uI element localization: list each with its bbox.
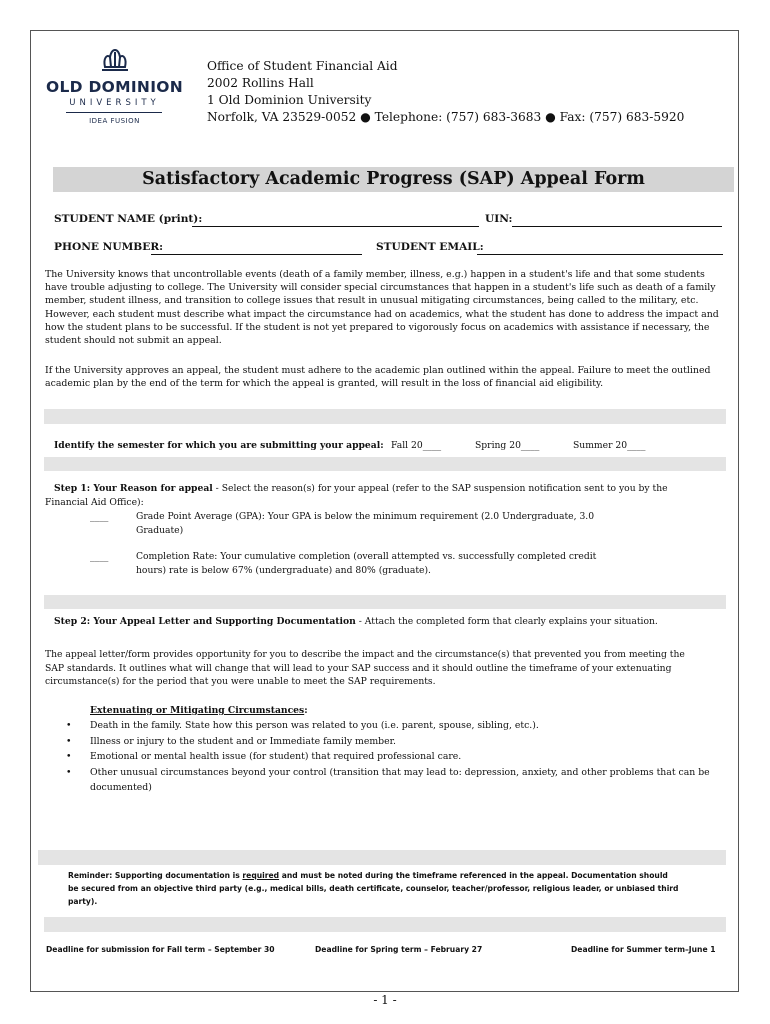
university-logo bbox=[42, 48, 187, 128]
step1-desc: - Select the reason(s) for your appeal (refer to the SAP suspension notification sent to you by the bbox=[212, 483, 668, 494]
list-item-text: Illness or injury to the student and or Immediate family member. bbox=[90, 735, 396, 747]
step2-desc: - Attach the completed form that clearly explains your situation. bbox=[355, 616, 658, 627]
intro-line: The University knows that uncontrollable events (death of a family member, illness, e.g.) happen in a student's life and that some students bbox=[45, 269, 705, 280]
step1-title: Step 1: Your Reason for appeal bbox=[54, 483, 213, 494]
completion-option-line: Completion Rate: Your cumulative completion (overall attempted vs. successfully completed credit bbox=[136, 551, 597, 562]
office-line: Office of Student Financial Aid bbox=[207, 59, 398, 73]
list-item-line: documented) bbox=[90, 782, 152, 793]
deadline-spring: Deadline for Spring term – February 27 bbox=[315, 945, 483, 954]
reminder-line: party). bbox=[68, 897, 98, 906]
semester-summer[interactable]: Summer 20____ bbox=[573, 440, 646, 451]
deadline-fall: Deadline for submission for Fall term – September 30 bbox=[46, 945, 275, 954]
circumstances-title: Extenuating or Mitigating Circumstances bbox=[90, 705, 305, 716]
letter-paragraph bbox=[45, 648, 735, 689]
uin-label: UIN: bbox=[485, 213, 513, 225]
section-divider bbox=[44, 595, 726, 609]
semester-row bbox=[54, 439, 384, 453]
office-line: Norfolk, VA 23529-0052 ● Telephone: (757) 683-3683 ● Fax: (757) 683-5920 bbox=[207, 110, 685, 124]
semester-fall[interactable]: Fall 20____ bbox=[391, 440, 442, 451]
bullet-icon: • bbox=[66, 720, 72, 731]
semester-spring[interactable]: Spring 20____ bbox=[475, 440, 540, 451]
list-item-text bbox=[90, 765, 710, 796]
intro-line: However, each student must describe what impact the circumstance had on academics, what the student has done to address the impact and bbox=[45, 308, 719, 320]
logo-rule bbox=[66, 112, 162, 113]
gpa-option bbox=[136, 510, 594, 537]
list-item bbox=[66, 765, 726, 796]
completion-checkbox-blank[interactable]: ____ bbox=[90, 551, 109, 562]
crown-icon bbox=[98, 48, 132, 74]
bullet-icon: • bbox=[66, 735, 72, 747]
step2-heading bbox=[54, 615, 658, 629]
list-item bbox=[66, 734, 726, 750]
office-address bbox=[207, 58, 684, 126]
gpa-option-line: Grade Point Average (GPA): Your GPA is below the minimum requirement (2.0 Undergraduate, 3.0 bbox=[136, 511, 595, 522]
reminder-required: required bbox=[242, 871, 280, 880]
reminder-line: be secured from an objective third party (e.g., medical bills, death certificate, counselor, teacher/professor, religious leader, or unbiased third bbox=[68, 884, 679, 893]
approval-paragraph bbox=[45, 364, 735, 390]
phone-field[interactable] bbox=[151, 254, 362, 255]
circumstances-heading bbox=[90, 704, 308, 718]
list-item bbox=[66, 749, 726, 765]
student-name-field[interactable] bbox=[192, 226, 479, 227]
gpa-option-line: Graduate) bbox=[136, 524, 184, 536]
intro-paragraph bbox=[45, 268, 735, 347]
intro-line: student should not submit an appeal. bbox=[45, 335, 222, 347]
completion-option-line: hours) rate is below 67% (undergraduate) and 80% (graduate). bbox=[136, 564, 431, 576]
gpa-checkbox-blank[interactable]: ____ bbox=[90, 511, 109, 522]
list-item-text: Death in the family. State how this person was related to you (i.e. parent, spouse, sibling, etc.). bbox=[90, 720, 539, 731]
letter-line: circumstance(s) for the period that you were unable to meet the SAP requirements. bbox=[45, 676, 436, 687]
circumstances-list bbox=[66, 718, 726, 796]
office-line: 1 Old Dominion University bbox=[207, 93, 372, 107]
student-name-label: STUDENT NAME (print): bbox=[54, 213, 203, 225]
email-field[interactable] bbox=[477, 254, 723, 255]
step1-desc2: Financial Aid Office): bbox=[45, 497, 144, 508]
intro-line: have trouble adjusting to college. The University will consider special circumstances that happen in a student's life such as death of a family bbox=[45, 282, 716, 294]
intro-line: how the student plans to be successful. If the student is not yet prepared to vigorously focus on academics with assistance if necessary, the bbox=[45, 321, 710, 333]
reminder-line bbox=[68, 869, 678, 882]
list-item-line: Other unusual circumstances beyond your control (transition that may lead to: depression, anxiety, and other problems that can be bbox=[90, 766, 710, 778]
list-item-text: Emotional or mental health issue (for student) that required professional care. bbox=[90, 751, 462, 762]
logo-tagline: IDEA FUSION bbox=[89, 117, 140, 125]
section-divider bbox=[44, 457, 726, 471]
letter-line: The appeal letter/form provides opportunity for you to describe the impact and the circumstance(s) that prevented you from meeting the bbox=[45, 649, 685, 660]
intro-line: member, student illness, and transition to college issues that result in unusual mitigating circumstances, being called to the military, etc. bbox=[45, 295, 699, 307]
list-item bbox=[66, 718, 726, 734]
letter-line: SAP standards. It outlines what will change that will lead to your SAP success and it should outline the timeframe of your extenuating bbox=[45, 662, 672, 674]
step2-title: Step 2: Your Appeal Letter and Supporting Documentation bbox=[54, 616, 356, 627]
bullet-icon: • bbox=[66, 751, 72, 762]
email-label: STUDENT EMAIL: bbox=[376, 241, 484, 253]
logo-name: OLD DOMINION bbox=[45, 78, 184, 96]
page-number: - 1 - bbox=[373, 993, 397, 1007]
deadline-summer: Deadline for Summer term–June 1 bbox=[571, 945, 716, 954]
bullet-icon: • bbox=[66, 766, 72, 778]
section-divider bbox=[44, 409, 726, 424]
phone-label: PHONE NUMBER: bbox=[54, 241, 164, 253]
approval-line: academic plan by the end of the term for which the appeal is granted, will result in the loss of financial aid eligibility. bbox=[45, 378, 604, 390]
approval-line: If the University approves an appeal, the student must adhere to the academic plan outlined within the appeal. Failure to meet the outlined bbox=[45, 365, 711, 376]
section-divider bbox=[38, 850, 726, 865]
form-title: Satisfactory Academic Progress (SAP) Appeal Form bbox=[53, 167, 734, 192]
step1-heading bbox=[54, 482, 734, 496]
circumstances-colon: : bbox=[304, 705, 308, 716]
reminder-part2: and must be noted during the timeframe referenced in the appeal. Documentation should bbox=[279, 871, 668, 880]
logo-university: UNIVERSITY bbox=[69, 98, 160, 108]
semester-prompt: Identify the semester for which you are submitting your appeal: bbox=[54, 440, 384, 451]
office-line: 2002 Rollins Hall bbox=[207, 76, 314, 90]
section-divider bbox=[44, 917, 726, 932]
uin-field[interactable] bbox=[512, 226, 722, 227]
reminder-note bbox=[68, 869, 678, 908]
reminder-part1: Reminder: Supporting documentation is bbox=[68, 871, 243, 880]
completion-option bbox=[136, 550, 596, 577]
